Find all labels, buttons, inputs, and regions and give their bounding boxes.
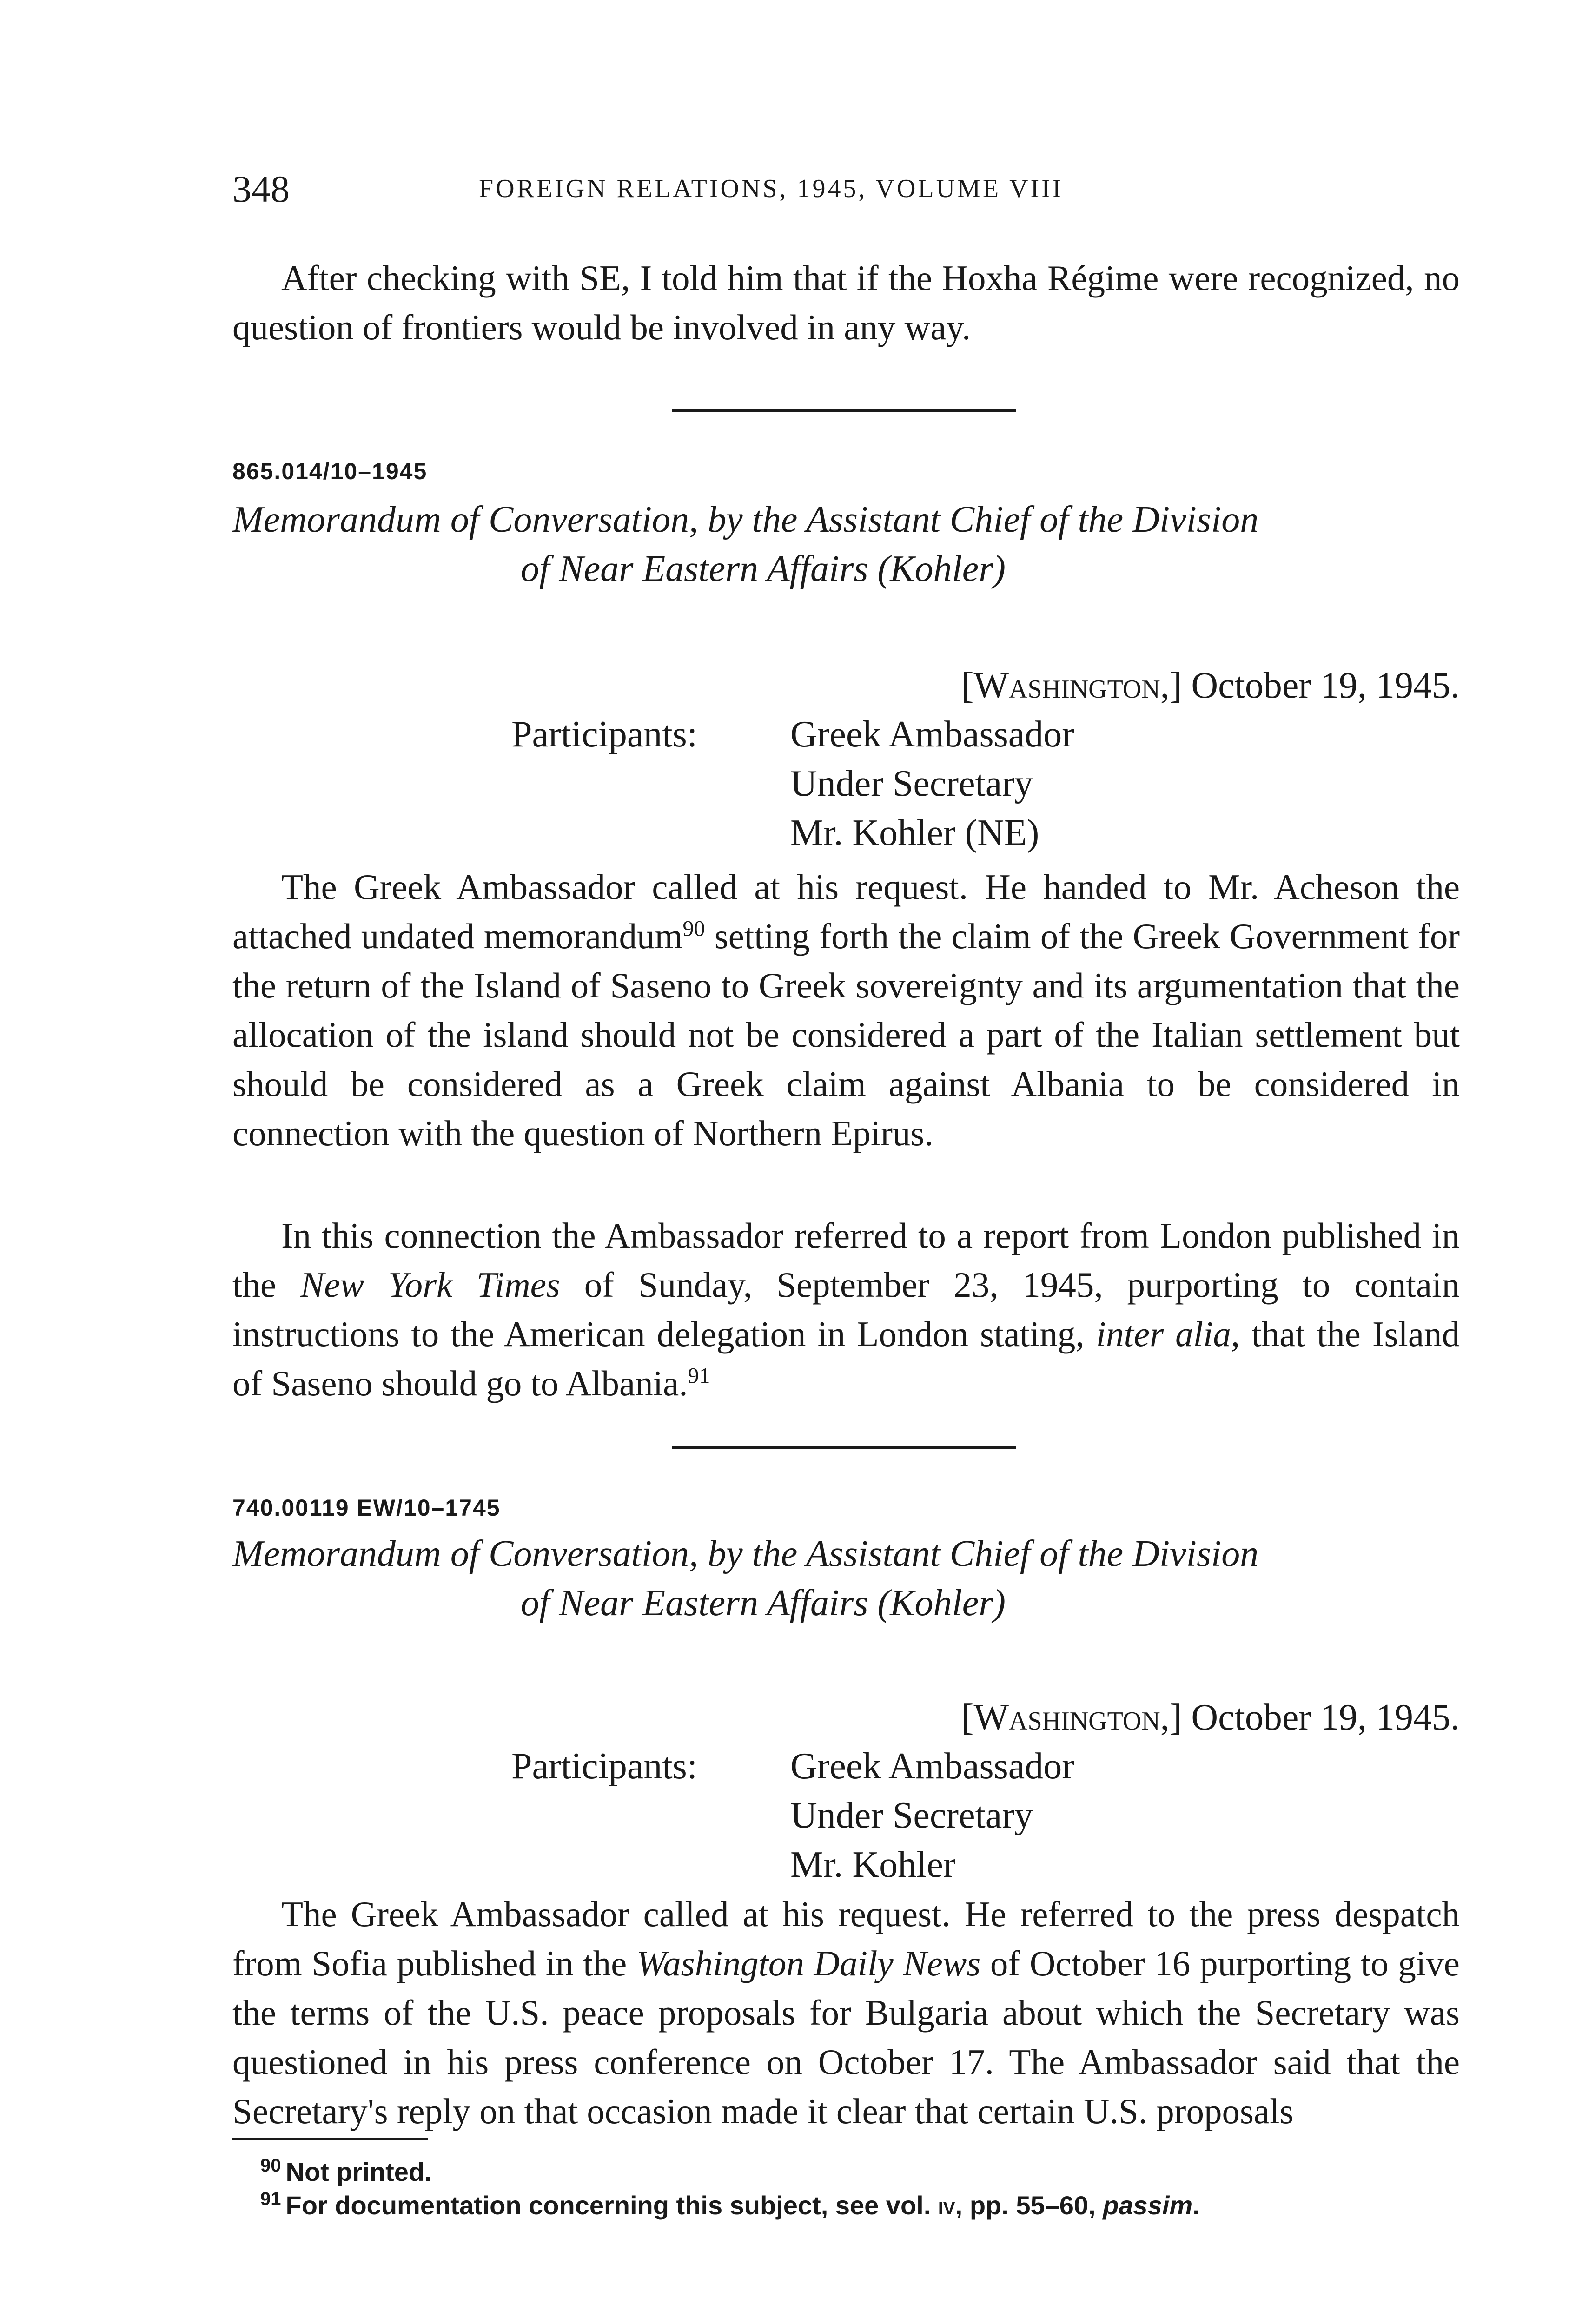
page-number: 348: [232, 168, 290, 210]
participant: Greek Ambassador: [790, 714, 1074, 755]
footnote-divider: [232, 2138, 428, 2140]
file-number: 865.014/10–1945: [232, 458, 428, 484]
document-title-line-1: Memorandum of Conversation, by the Assistant Chief of the Division: [232, 1533, 1259, 1574]
body-paragraph: The Greek Ambassador called at his request. He referred to the press despatch from Sofia published in the Washington Daily News of October 16 purporting to give the terms of the U.S. peace proposals for Bulgaria about which the Secretary was questioned in his press conference on October 17. The Ambassador said that the Secretary's reply on that occasion made it clear that certain U.S. proposals: [232, 1894, 1460, 2131]
body-paragraph: In this connection the Ambassador referred to a report from London published in the New York Times of Sunday, September 23, 1945, purporting to contain instructions to the American delegation in London stating, inter alia, that the Island of Saseno should go to Albania.$^{91}$: [232, 1215, 1460, 1403]
document-title: [232, 1529, 1460, 1628]
participant: Mr. Kohler (NE): [790, 812, 1039, 853]
participants-block: [511, 1745, 1441, 1899]
participant: Mr. Kohler: [790, 1844, 956, 1885]
participants-label: Participants:: [511, 1746, 697, 1787]
participant: Under Secretary: [790, 1795, 1033, 1836]
dateline-place: [Washington,]: [961, 665, 1182, 706]
footnote-mark: 91: [260, 2189, 281, 2210]
passim-term: passim: [1103, 2191, 1193, 2220]
running-title: FOREIGN RELATIONS, 1945, VOLUME VIII: [479, 174, 1064, 203]
participants-block: [511, 713, 1441, 867]
dateline: [232, 665, 1460, 707]
newspaper-title: Washington Daily News: [636, 1943, 981, 1983]
document-title-line-2: of Near Eastern Affairs (Kohler): [521, 1583, 1006, 1624]
newspaper-title: New York Times: [300, 1265, 560, 1305]
participant: Greek Ambassador: [790, 1746, 1074, 1787]
document-title: [232, 495, 1460, 594]
dateline-date: October 19, 1945.: [1191, 1697, 1460, 1738]
body-paragraph: The Greek Ambassador called at his request. He handed to Mr. Acheson the attached undated memorandum$^{90}$ setting forth the claim of the Greek Government for the return of the Island of Saseno to Greek sovereignty and its argumentation that the allocation of the island should not be considered a part of the Italian settlement but should be considered as a Greek claim against Albania to be considered in connection with the question of Northern Epirus.: [232, 867, 1460, 1153]
dateline-place: [Washington,]: [961, 1697, 1182, 1738]
participants-label: Participants:: [511, 714, 697, 755]
section-divider: [672, 1446, 1016, 1449]
document-title-line-1: Memorandum of Conversation, by the Assistant Chief of the Division: [232, 499, 1259, 540]
footnote-reference: 90: [682, 916, 705, 941]
footnote-mark: 90: [260, 2155, 281, 2176]
document-title-line-2: of Near Eastern Affairs (Kohler): [521, 548, 1006, 589]
participant: Under Secretary: [790, 763, 1033, 804]
footnote: $^{91}$ For documentation concerning this subject, see vol. iv, pp. 55–60, passim.: [260, 2189, 1200, 2220]
section-divider: [672, 409, 1016, 412]
dateline-date: October 19, 1945.: [1191, 665, 1460, 706]
footnote: [260, 2157, 1460, 2187]
latin-phrase: inter alia: [1096, 1314, 1231, 1354]
footnote-reference: 91: [688, 1363, 710, 1388]
footnote-text: Not printed.: [285, 2157, 432, 2186]
opening-paragraph: After checking with SE, I told him that if the Hoxha Régime were recognized, no question of frontiers would be involved in any way.: [232, 258, 1460, 347]
page-header: [232, 167, 1460, 218]
dateline: [232, 1697, 1460, 1739]
file-number: 740.00119 EW/10–1745: [232, 1495, 501, 1521]
volume-number: iv: [938, 2191, 955, 2220]
